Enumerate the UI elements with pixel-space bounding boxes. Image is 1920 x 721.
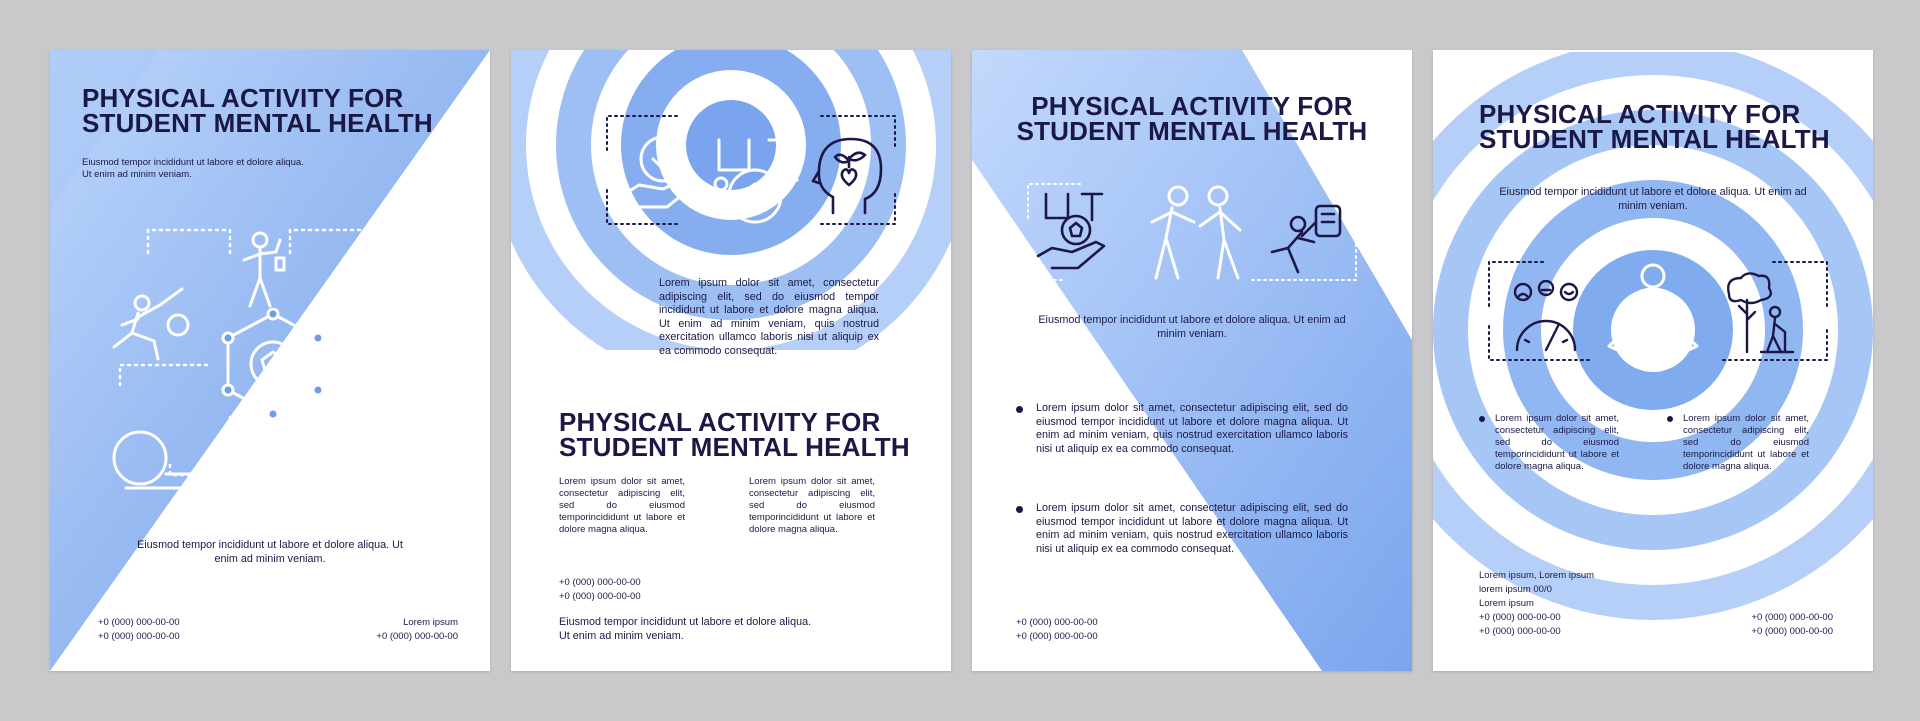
page-4-contact-2: lorem ipsum 00/0 (1479, 584, 1552, 595)
page-3-caption: Eiusmod tempor incididunt ut labore et dolore aliqua. Ut enim ad minim veniam. (1038, 314, 1346, 340)
page-3-bullet-1-dot (1016, 406, 1023, 413)
page-2-column-2: Lorem ipsum dolor sit amet, consectetur adipiscing elit, sed do eiusmod temporincididunt ut labore et dolore magna aliqua. (749, 476, 875, 535)
yoga-ball-icon (106, 428, 216, 498)
page-4-bullet-1: Lorem ipsum dolor sit amet, consectetur adipiscing elit, sed do eiusmod temporincididunt ut labore et dolore magna aliqua. (1495, 413, 1619, 472)
page-4-bullet-2-dot (1667, 416, 1673, 422)
page-2-caption: Eiusmod tempor incididunt ut labore et dolore aliqua. Ut enim ad minim veniam. (559, 616, 812, 642)
page-1-phone-1: +0 (000) 000-00-00 (98, 617, 180, 628)
page-1-footer-label: Lorem ipsum (403, 617, 458, 628)
page-2-title: PHYSICAL ACTIVITY FOR STUDENT MENTAL HEALTH (559, 407, 910, 462)
page-3-phone-1: +0 (000) 000-00-00 (1016, 617, 1098, 628)
hand-wheelchair-ball-icon (1034, 190, 1119, 275)
friends-icon (1148, 182, 1248, 282)
happy-face-icon (352, 272, 418, 352)
page-4-phone-1: +0 (000) 000-00-00 (1479, 612, 1561, 623)
brochure-page-1 (50, 50, 490, 671)
page-4-contact-1: Lorem ipsum, Lorem ipsum (1479, 570, 1595, 581)
page-3-bullet-2: Lorem ipsum dolor sit amet, consectetur adipiscing elit, sed do eiusmod tempor incididunt ut labore et dolore magna aliqua. Ut enim ad minim veniam, quis nostrud exercitation ullamco laboris nisi ut aliquip ex ea commodo consequat. (1036, 502, 1348, 555)
page-4-title: PHYSICAL ACTIVITY FOR STUDENT MENTAL HEALTH (1479, 99, 1830, 154)
brochure-page-2 (511, 50, 951, 671)
climbing-icon (1268, 198, 1348, 278)
page-2-phone-2: +0 (000) 000-00-00 (559, 591, 641, 602)
hand-check-icon (619, 133, 704, 213)
mood-gauge-icon (1511, 280, 1581, 355)
page-4-intro: Eiusmod tempor incididunt ut labore et dolore aliqua. Ut enim ad minim veniam. (1499, 186, 1807, 212)
page-2-column-1: Lorem ipsum dolor sit amet, consectetur adipiscing elit, sed do eiusmod temporincididunt ut labore et dolore magna aliqua. (559, 476, 685, 535)
page-4-phone-3: +0 (000) 000-00-00 (1751, 612, 1833, 623)
ball-hexagon-icon (218, 308, 328, 420)
page-3-phone-2: +0 (000) 000-00-00 (1016, 631, 1098, 642)
brochure-page-4 (1433, 50, 1873, 671)
meditation-icon (1603, 262, 1703, 362)
throwing-icon (110, 285, 200, 365)
page-4-bullet-1-dot (1479, 416, 1485, 422)
page-1-footer-phone: +0 (000) 000-00-00 (376, 631, 458, 642)
page-3-bullet-1: Lorem ipsum dolor sit amet, consectetur adipiscing elit, sed do eiusmod tempor incididunt ut labore et dolore magna aliqua. Ut enim ad minim veniam, quis nostrud exercitation ullamco laboris nisi ut aliquip ex ea commodo consequat. (1036, 402, 1348, 455)
page-4-bullet-2: Lorem ipsum dolor sit amet, consectetur adipiscing elit, sed do eiusmod temporincididunt ut labore et dolore magna aliqua. (1683, 413, 1809, 472)
page-1-caption: Eiusmod tempor incididunt ut labore et dolore aliqua. Ut enim ad minim veniam. (137, 539, 403, 565)
page-2-body: Lorem ipsum dolor sit amet, consectetur adipiscing elit, sed do eiusmod tempor incididunt ut labore et dolore magna aliqua. Ut enim ad minim veniam, quis nostrud exercitation ullamco laboris nisi ut aliquip ex ea commodo consequat. (659, 277, 879, 357)
tree-walker-icon (1721, 270, 1801, 355)
head-heart-icon (809, 133, 889, 218)
page-4-phone-4: +0 (000) 000-00-00 (1751, 626, 1833, 637)
brochure-page-3 (972, 50, 1412, 671)
page-3-bullet-2-dot (1016, 506, 1023, 513)
wheelchair-ball-icon (709, 130, 804, 230)
page-4-phone-2: +0 (000) 000-00-00 (1479, 626, 1561, 637)
page-1-intro: Eiusmod tempor incididunt ut labore et dolore aliqua. Ut enim ad minim veniam. (82, 157, 304, 180)
page-1-title: PHYSICAL ACTIVITY FOR STUDENT MENTAL HEALTH (82, 83, 433, 138)
page-4-contact-3: Lorem ipsum (1479, 598, 1534, 609)
dumbbell-person-icon (240, 230, 290, 310)
dancing-people-icon (340, 420, 435, 510)
page-2-phone-1: +0 (000) 000-00-00 (559, 577, 641, 588)
page-3-title: PHYSICAL ACTIVITY FOR STUDENT MENTAL HEALTH (1016, 91, 1368, 146)
page-1-phone-2: +0 (000) 000-00-00 (98, 631, 180, 642)
